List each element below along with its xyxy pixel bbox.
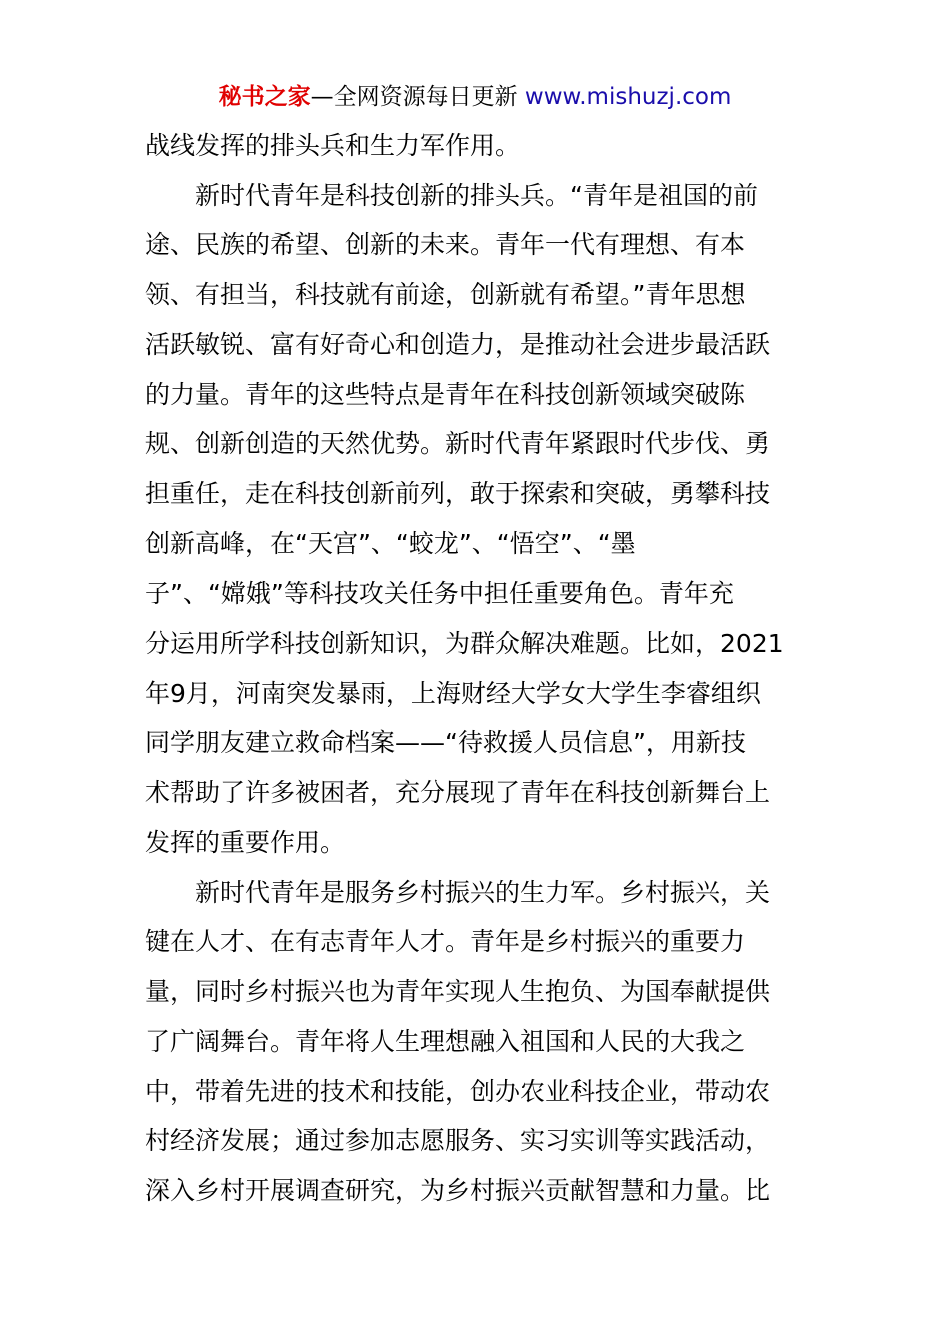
text-line: 量，同时乡村振兴也为青年实现人生抱负、为国奉献提供: [145, 977, 771, 1006]
text-line: 创新高峰，在“天宫”、“蛟龙”、“悟空”、“墨: [145, 529, 636, 558]
text-line: 新时代青年是服务乡村振兴的生力军。乡村振兴，关: [145, 878, 771, 907]
text-line: 子”、“嫦娥”等科技攻关任务中担任重要角色。青年充: [145, 579, 734, 608]
text-line: 发挥的重要作用。: [145, 828, 346, 857]
text-line: 的力量。青年的这些特点是青年在科技创新领域突破陈: [145, 380, 746, 409]
text-line: 中，带着先进的技术和技能，创办农业科技企业，带动农: [145, 1077, 771, 1106]
text-line: 年9月，河南突发暴雨，上海财经大学女大学生李睿组织: [145, 679, 761, 708]
text-line: 村经济发展；通过参加志愿服务、实习实训等实践活动，: [145, 1126, 771, 1155]
text-line: 担重任，走在科技创新前列，敢于探索和突破，勇攀科技: [145, 479, 771, 508]
text-line: 战线发挥的排头兵和生力军作用。: [145, 131, 521, 160]
text-line: 途、民族的希望、创新的未来。青年一代有理想、有本: [145, 230, 746, 259]
text-line: 分运用所学科技创新知识，为群众解决难题。比如，2021: [145, 629, 784, 658]
site-header: [0, 82, 950, 112]
text-line: 了广阔舞台。青年将人生理想融入祖国和人民的大我之: [145, 1027, 746, 1056]
site-brand: 秘书之家: [218, 84, 311, 110]
text-line: 规、创新创造的天然优势。新时代青年紧跟时代步伐、勇: [145, 429, 771, 458]
site-url-link[interactable]: www.mishuzj.com: [524, 84, 732, 110]
text-line: 同学朋友建立救命档案——“待救援人员信息”，用新技: [145, 728, 746, 757]
text-line: 活跃敏锐、富有好奇心和创造力，是推动社会进步最活跃: [145, 330, 771, 359]
text-line: 深入乡村开展调查研究，为乡村振兴贡献智慧和力量。比: [145, 1176, 771, 1205]
text-line: 键在人才、在有志青年人才。青年是乡村振兴的重要力: [145, 927, 746, 956]
text-line: 新时代青年是科技创新的排头兵。“青年是祖国的前: [145, 181, 758, 210]
text-line: 领、有担当，科技就有前途，创新就有希望。”青年思想: [145, 280, 746, 309]
text-line: 术帮助了许多被困者，充分展现了青年在科技创新舞台上: [145, 778, 771, 807]
site-tagline: —全网资源每日更新: [310, 84, 518, 110]
